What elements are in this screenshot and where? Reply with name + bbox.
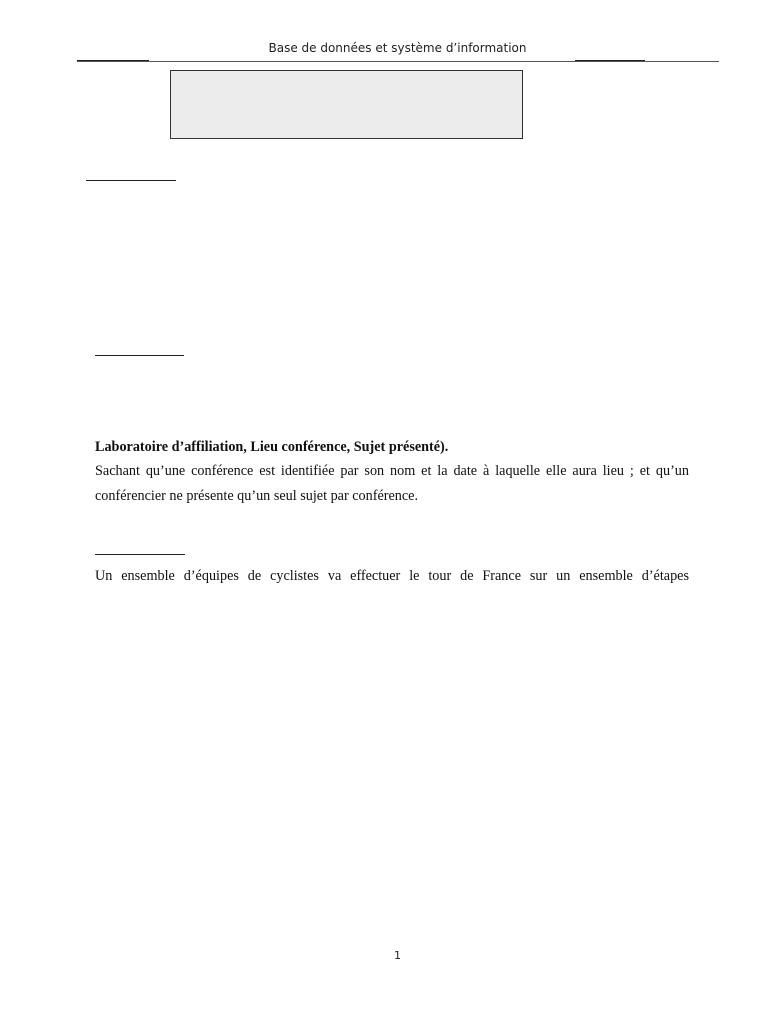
header-rule: [77, 61, 719, 62]
exercise-intro-line: Un ensemble d’équipes de cyclistes va effectuer le tour de France sur un ensemble d’étapes: [95, 568, 689, 584]
header-rule-accent-left: [77, 60, 149, 61]
redacted-box: [170, 70, 523, 139]
page-header-title: Base de données et système d’information: [268, 41, 527, 55]
paragraph-line: conférencier ne présente qu’un seul sujet par conférence.: [95, 488, 418, 504]
paragraph-line: Sachant qu’une conférence est identifiée par son nom et la date à laquelle elle aura lieu ; et qu’un: [95, 463, 689, 479]
page-number: 1: [394, 949, 401, 962]
section-heading-underline-1: [86, 180, 176, 181]
section-heading-underline-3: [95, 554, 185, 555]
relation-attributes-line: Laboratoire d’affiliation, Lieu conférence, Sujet présenté).: [95, 439, 449, 455]
header-rule-accent-right: [575, 60, 645, 61]
section-heading-underline-2: [95, 355, 184, 356]
